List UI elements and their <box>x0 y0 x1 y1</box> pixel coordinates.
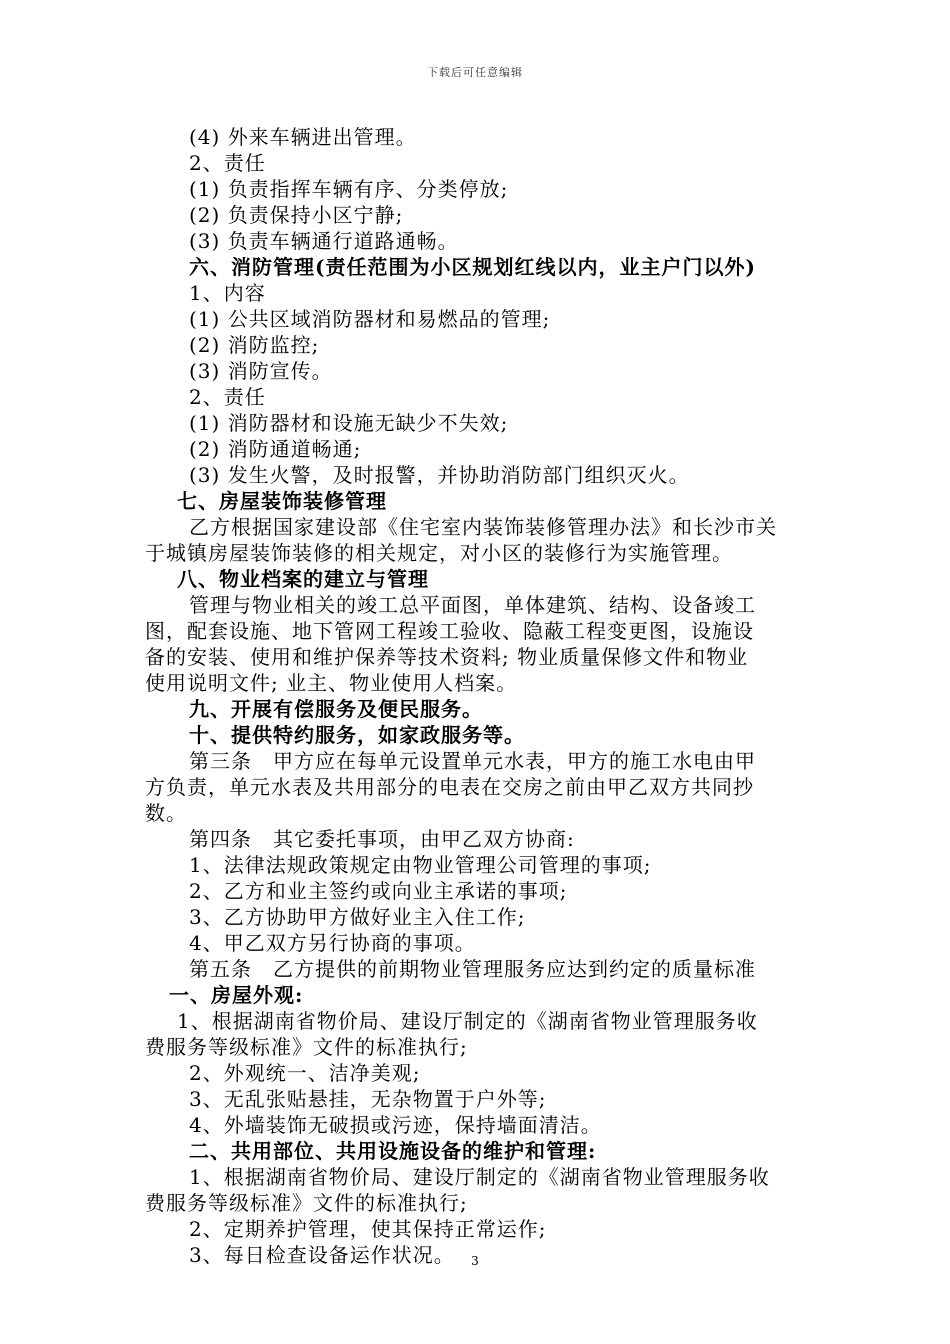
text-line: (1) 公共区域消防器材和易燃品的管理; <box>189 307 551 331</box>
text-line: (3) 负责车辆通行道路通畅。 <box>189 229 459 253</box>
section-heading: 一、房屋外观: <box>169 983 304 1007</box>
text-line: 2、乙方和业主签约或向业主承诺的事项; <box>189 879 568 903</box>
text-line: 费服务等级标准》文件的标准执行; <box>145 1035 468 1059</box>
text-line: 4、甲乙双方另行协商的事项。 <box>189 931 476 955</box>
text-line: 3、乙方协助甲方做好业主入住工作; <box>189 905 526 929</box>
text-line: 管理与物业相关的竣工总平面图，单体建筑、结构、设备竣工 <box>189 593 756 617</box>
text-line: 2、责任 <box>189 151 266 175</box>
section-heading: 八、物业档案的建立与管理 <box>177 567 429 591</box>
text-line: (2) 消防通道畅通; <box>189 437 362 461</box>
text-line: 乙方根据国家建设部《住宅室内装饰装修管理办法》和长沙市关 <box>189 515 777 539</box>
text-line: 1、法律法规政策规定由物业管理公司管理的事项; <box>189 853 652 877</box>
section-heading: 六、消防管理(责任范围为小区规划红线以内，业主户门以外) <box>189 255 756 279</box>
text-line: (3) 发生火警，及时报警，并协助消防部门组织灭火。 <box>189 463 690 487</box>
text-line: 费服务等级标准》文件的标准执行; <box>145 1191 468 1215</box>
section-heading: 九、开展有偿服务及便民服务。 <box>189 697 483 721</box>
text-line: 图，配套设施、地下管网工程竣工验收、隐蔽工程变更图，设施设 <box>145 619 754 643</box>
text-line: 1、内容 <box>189 281 266 305</box>
text-line: 于城镇房屋装饰装修的相关规定，对小区的装修行为实施管理。 <box>145 541 733 565</box>
section-heading: 二、共用部位、共用设施设备的维护和管理: <box>189 1139 597 1163</box>
text-line: (1) 消防器材和设施无缺少不失效; <box>189 411 509 435</box>
text-line: 第五条 乙方提供的前期物业管理服务应达到约定的质量标准 <box>189 957 756 981</box>
text-line: 2、外观统一、洁净美观; <box>189 1061 421 1085</box>
text-line: 方负责，单元水表及共用部分的电表在交房之前由甲乙双方共同抄 <box>145 775 754 799</box>
text-line: (1) 负责指挥车辆有序、分类停放; <box>189 177 509 201</box>
text-line: 备的安装、使用和维护保养等技术资料; 物业质量保修文件和物业 <box>145 645 749 669</box>
text-line: 使用说明文件; 业主、物业使用人档案。 <box>145 671 518 695</box>
text-line: 2、责任 <box>189 385 266 409</box>
section-heading: 七、房屋装饰装修管理 <box>177 489 387 513</box>
text-line: 3、每日检查设备运作状况。 <box>189 1243 455 1267</box>
text-line: 第四条 其它委托事项，由甲乙双方协商: <box>189 827 575 851</box>
text-line: (3) 消防宣传。 <box>189 359 333 383</box>
text-line: (4) 外来车辆进出管理。 <box>189 125 417 149</box>
text-line: 2、定期养护管理，使其保持正常运作; <box>189 1217 547 1241</box>
text-line: 第三条 甲方应在每单元设置单元水表，甲方的施工水电由甲 <box>189 749 756 773</box>
page-number: 3 <box>471 1254 479 1268</box>
text-line: 4、外墙装饰无破损或污迹，保持墙面清洁。 <box>189 1113 602 1137</box>
text-line: 1、根据湖南省物价局、建设厅制定的《湖南省物业管理服务收 <box>177 1009 758 1033</box>
text-line: 3、无乱张贴悬挂，无杂物置于户外等; <box>189 1087 547 1111</box>
text-line: (2) 负责保持小区宁静; <box>189 203 404 227</box>
text-line: 1、根据湖南省物价局、建设厅制定的《湖南省物业管理服务收 <box>189 1165 770 1189</box>
text-line: (2) 消防监控; <box>189 333 320 357</box>
text-line: 数。 <box>145 801 187 825</box>
page-header-note: 下载后可任意编辑 <box>427 66 523 79</box>
document-body <box>145 124 810 1268</box>
section-heading: 十、提供特约服务，如家政服务等。 <box>189 723 525 747</box>
